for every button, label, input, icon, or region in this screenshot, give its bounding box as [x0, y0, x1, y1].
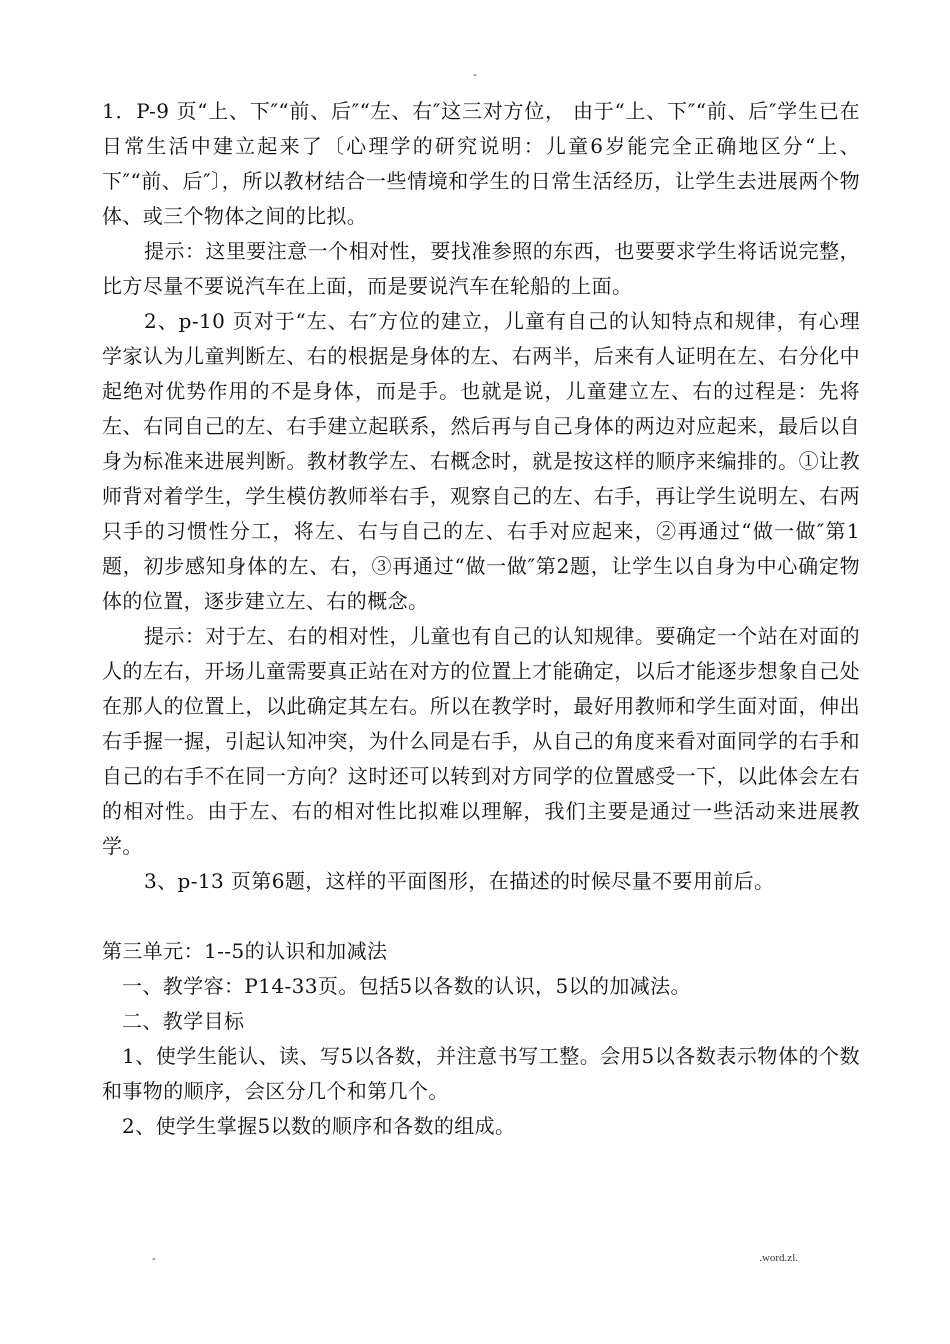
paragraph-p13-exercise: 3、p-13 页第6题，这样的平面图形，在描述的时候尽量不要用前后。 [144, 869, 775, 893]
paragraph-p10-left-right: 2、p-10 页对于“左、右″方位的建立，儿童有自己的认知特点和规律，有心理学家认为儿童判断左、右的根据是身体的左、右两半，后来有人证明在左、右分化中起绝对优势作用的不是身体，而是手。也就是说，儿童建立左、右的过程是：先将左、右同自己的左、右手建立起联系，然后再与自己身体的两边对应起来，最后以自身为标准来进展判断。教材教学左、右概念时，就是按这样的顺序来编排的。①让教师背对着学生，学生模仿教师举右手，观察自己的左、右手，再让学生说明左、右两只手的习惯性分工，将左、右与自己的左、右手对应起来，②再通过“做一做″第1题，初步感知身体的左、右，③再通过“做一做″第2题，让学生以自身为中心确定物体的位置，逐步建立左、右的概念。 [102, 309, 860, 613]
footer-mark-left: - [152, 1252, 156, 1265]
goal-item-1: 1、使学生能认、读、写5以各数，并注意书写工整。会用5以各数表示物体的个数和事物的顺序，会区分几个和第几个。 [102, 1044, 860, 1103]
header-mark: - [473, 68, 477, 81]
unit-title: 第三单元：1--5的认识和加减法 [102, 939, 388, 963]
unit-content: 一、教学容：P14-33页。包括5以各数的认识，5以的加减法。 [122, 974, 691, 998]
document-body [102, 94, 860, 1144]
section-spacer [102, 899, 860, 934]
footer-mark-right: .word.zl. [759, 1252, 798, 1264]
goals-heading: 二、教学目标 [122, 1009, 245, 1033]
paragraph-p9-directions: 1．P-9 页“上、下″“前、后″“左、右″这三对方位， 由于“上、下″“前、后″学生已在日常生活中建立起来了〔心理学的研究说明：儿童6岁能完全正确地区分“上、下″“前、后″〕，所以教材结合一些情境和学生的日常生活经历，让学生去进展两个物体、或三个物体之间的比拟。 [102, 99, 860, 228]
paragraph-tip-left-right: 提示：对于左、右的相对性，儿童也有自己的认知规律。要确定一个站在对面的人的左右，开场儿童需要真正站在对方的位置上才能确定，以后才能逐步想象自己处在那人的位置上，以此确定其左右。所以在教学时，最好用教师和学生面对面，伸出右手握一握，引起认知冲突，为什么同是右手，从自己的角度来看对面同学的右手和自己的右手不在同一方向？这时还可以转到对方同学的位置感受一下，以此体会左右的相对性。由于左、右的相对性比拟难以理解，我们主要是通过一些活动来进展教学。 [102, 624, 860, 858]
paragraph-tip-relativity: 提示：这里要注意一个相对性，要找准参照的东西，也要要求学生将话说完整，比方尽量不要说汽车在上面，而是要说汽车在轮船的上面。 [102, 239, 860, 298]
goal-item-2: 2、使学生掌握5以数的顺序和各数的组成。 [122, 1114, 516, 1138]
